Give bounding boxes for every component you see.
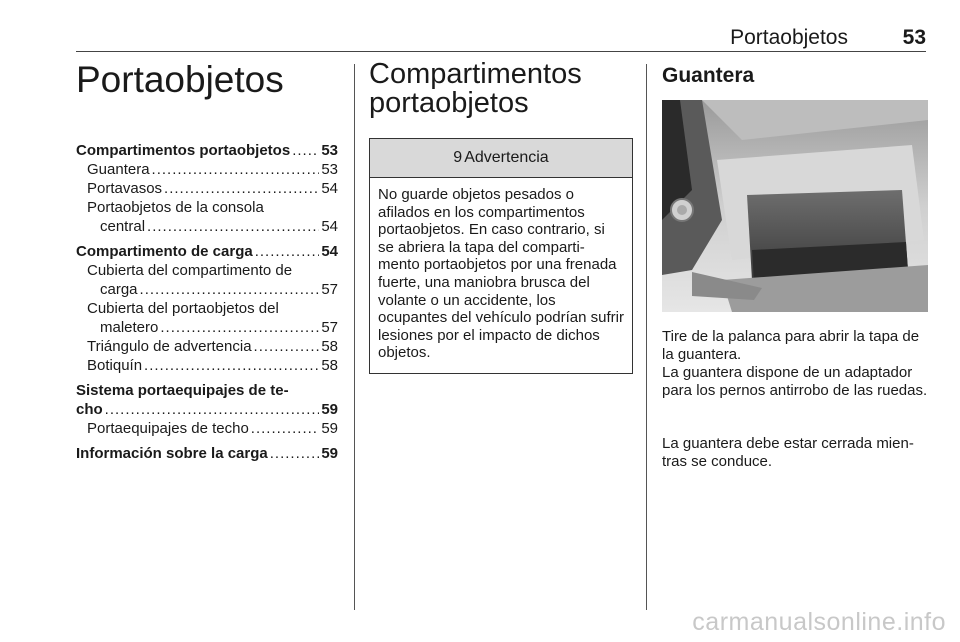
toc-leader [251,420,320,437]
toc-leader [292,142,319,159]
toc-entry-title: carga [100,281,138,298]
column-glovebox [662,60,928,470]
toc-entry-title: Sistema portaequipajes de te- [76,382,289,399]
warning-icon: 9 [453,149,463,166]
toc-leader [105,401,320,418]
section-title-line2: portaobjetos [369,87,529,119]
page-number: 53 [902,26,926,49]
header-divider [76,51,926,52]
toc-entry-title: maletero [100,319,159,336]
toc-entry[interactable] [76,243,338,262]
toc-entry-title: Compartimentos portaobjetos [76,142,291,159]
paragraph-adapter: La guantera dispone de un adaptador para los pernos antirrobo de las ruedas. [662,364,928,399]
glovebox-photo [662,100,928,312]
toc-entry[interactable] [76,420,338,439]
table-of-contents [76,142,338,464]
toc-leader [140,281,320,298]
toc-entry-page: 57 [321,281,338,298]
toc-entry[interactable] [76,338,338,357]
toc-entry-title: Botiquín [87,357,143,374]
toc-leader [254,338,320,355]
warning-box [369,138,633,374]
warning-header [370,139,632,178]
toc-leader [270,445,320,462]
toc-entry-title: Cubierta del portaobjetos del [87,300,279,317]
toc-entry[interactable] [76,161,338,180]
toc-leader [160,319,319,336]
warning-label: Advertencia [464,149,549,166]
toc-entry[interactable] [76,319,338,338]
toc-entry-title: Portaobjetos de la consola [87,199,264,216]
toc-leader [144,357,319,374]
watermark: carmanualsonline.info [692,608,946,636]
toc-entry-page: 54 [321,180,338,197]
toc-entry-page: 59 [321,445,338,462]
toc-entry-page: 54 [321,243,338,260]
toc-entry-title: Triángulo de advertencia [87,338,252,355]
toc-entry-page: 54 [321,218,338,235]
toc-entry-title: Cubierta del compartimento de [87,262,293,279]
chapter-title: Portaobjetos [76,59,284,100]
column-warning [369,58,633,362]
toc-entry[interactable] [76,300,338,319]
toc-entry-page: 53 [321,161,338,178]
toc-entry[interactable] [76,218,338,237]
toc-leader [152,161,320,178]
warning-text: No guarde objetos pesados o afilados en los compartimentos portaobjetos. En caso contrario, si se abriera la tapa del comparti-mento portaobjetos por una frenada fuerte, una maniobra brusca del volante o un accidente, los ocupantes del vehículo podrían sufrir lesiones por el impacto de dichos objetos. [378,186,624,362]
toc-entry[interactable] [76,281,338,300]
toc-entry[interactable] [76,382,338,401]
toc-leader [164,180,319,197]
toc-entry-title: central [100,218,146,235]
toc-entry-title: Portaequipajes de techo [87,420,249,437]
section-title-line1: Compartimentos [369,58,582,90]
toc-entry[interactable] [76,180,338,199]
toc-leader [147,218,319,235]
toc-entry-page: 59 [321,401,338,418]
toc-entry-page: 58 [321,338,338,355]
column-divider-2 [646,64,647,610]
subsection-title: Guantera [662,64,755,87]
toc-leader [255,243,320,260]
paragraph-open: Tire de la palanca para abrir la tapa de la guantera. [662,328,920,363]
running-title: Portaobjetos [730,26,848,49]
toc-entry-page: 58 [321,357,338,374]
column-divider-1 [354,64,355,610]
page-header [76,26,926,52]
toc-entry-title: Portavasos [87,180,163,197]
toc-entry-title: Información sobre la carga [76,445,268,462]
paragraph-closed: La guantera debe estar cerrada mien-tras se conduce. [662,435,914,470]
toc-entry-title: Guantera [87,161,150,178]
toc-entry-page: 59 [321,420,338,437]
column-contents [76,59,338,462]
toc-entry[interactable] [76,445,338,464]
toc-entry[interactable] [76,262,338,281]
toc-entry[interactable] [76,401,338,420]
toc-entry-title: cho [76,401,103,418]
toc-entry[interactable] [76,142,338,161]
toc-entry[interactable] [76,199,338,218]
toc-entry[interactable] [76,357,338,376]
toc-entry-title: Compartimento de carga [76,243,253,260]
toc-entry-page: 53 [321,142,338,159]
toc-entry-page: 57 [321,319,338,336]
